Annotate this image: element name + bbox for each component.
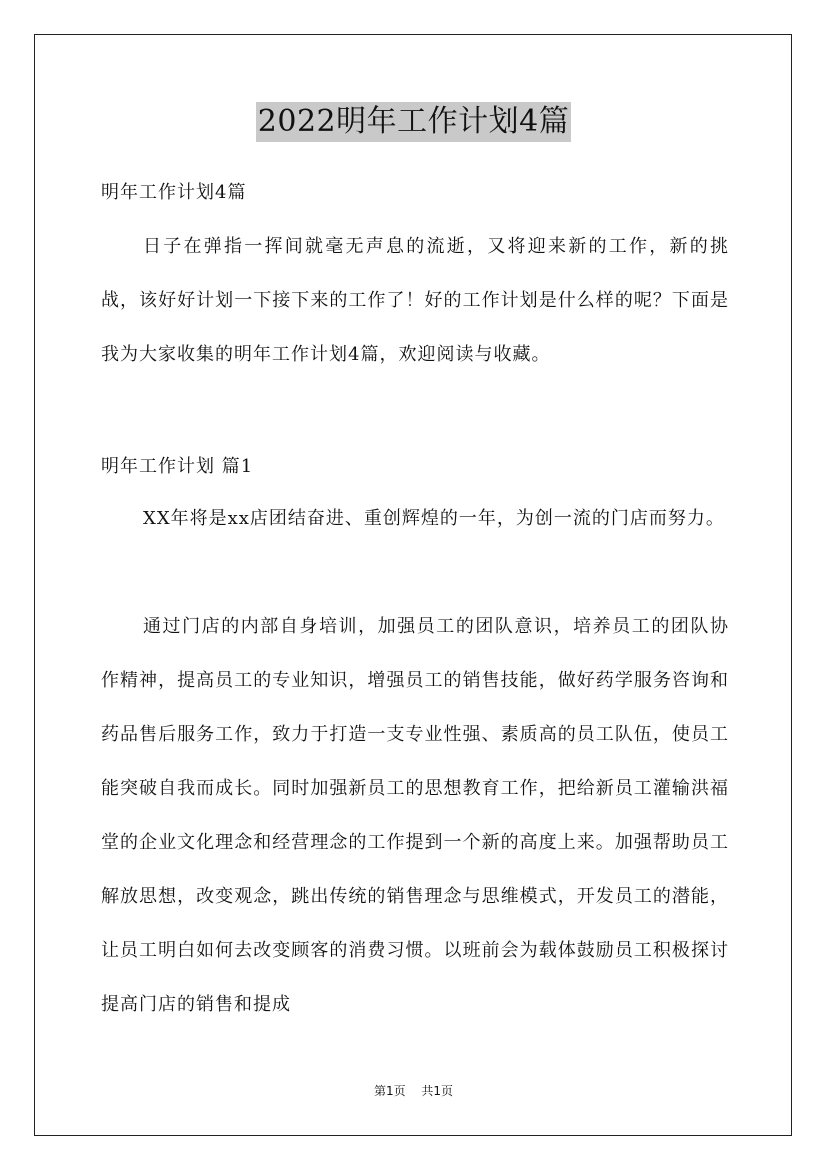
document-title: 2022明年工作计划4篇 (256, 102, 571, 142)
section-paragraph-1: XX年将是xx店团结奋进、重创辉煌的一年，为创一流的门店而努力。 (143, 508, 725, 529)
section-heading: 明年工作计划 篇1 (101, 456, 254, 477)
page-number: 第1页 (373, 1084, 406, 1098)
page-footer (0, 1083, 827, 1099)
document-subtitle: 明年工作计划4篇 (101, 182, 247, 203)
intro-paragraph: 日子在弹指一挥间就毫无声息的流逝，又将迎来新的工作，新的挑战，该好好计划一下接下来的工作了！好的工作计划是什么样的呢？下面是我为大家收集的明年工作计划4篇，欢迎阅读与收藏。 (101, 236, 729, 365)
title-container (0, 102, 827, 142)
section-paragraph-2: 通过门店的内部自身培训，加强员工的团队意识，培养员工的团队协作精神，提高员工的专业知识，增强员工的销售技能，做好药学服务咨询和药品售后服务工作，致力于打造一支专业性强、素质高的员工队伍，使员工能突破自我而成长。同时加强新员工的思想教育工作，把给新员工灌输洪福堂的企业文化理念和经营理念的工作提到一个新的高度上来。加强帮助员工解放思想，改变观念，跳出传统的销售理念与思维模式，开发员工的潜能，让员工明白如何去改变顾客的消费习惯。以班前会为载体鼓励员工积极探讨提高门店的销售和提成 (101, 616, 729, 1015)
page-total: 共1页 (421, 1084, 454, 1098)
